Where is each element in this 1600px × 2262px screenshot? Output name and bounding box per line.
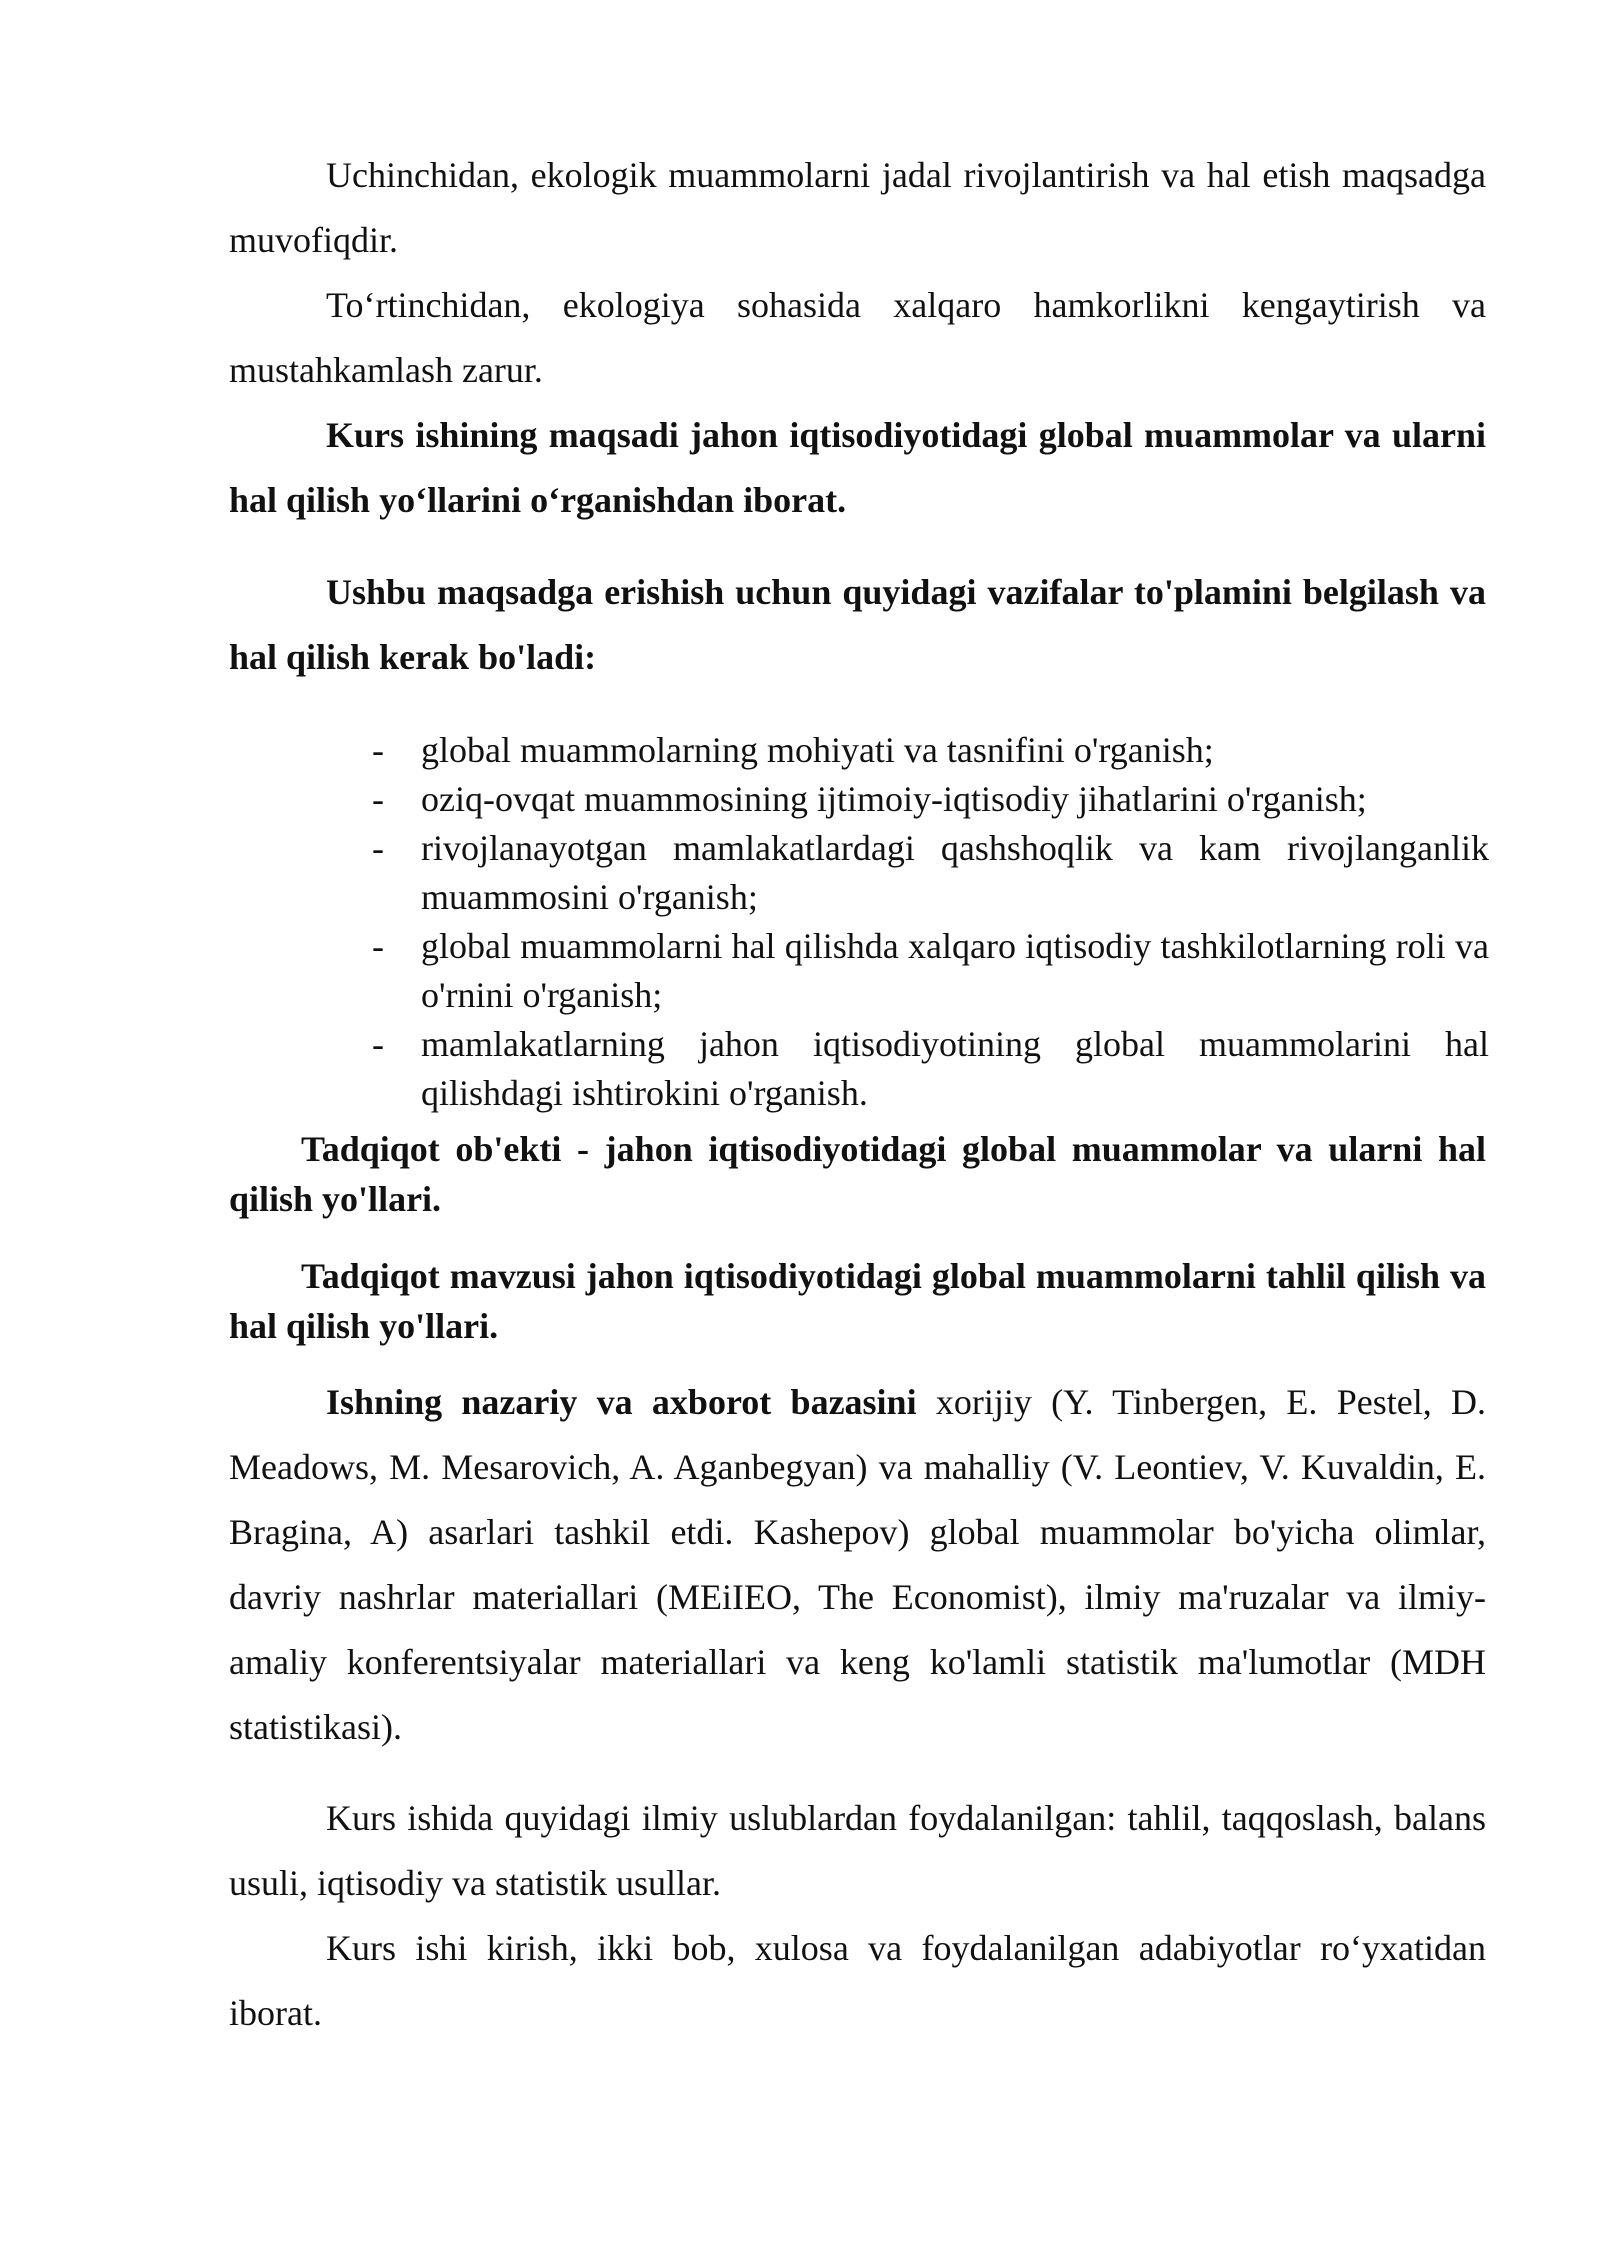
list-item bbox=[229, 775, 1489, 824]
list-item-text: rivojlanayotgan mamlakatlardagi qashshoqlik va kam rivojlanganlik muammosini o'rganish; bbox=[421, 828, 1489, 917]
paragraph-text bbox=[229, 1370, 1486, 1760]
paragraph-research-object bbox=[229, 1124, 1486, 1224]
list-item-text: global muammolarni hal qilishda xalqaro iqtisodiy tashkilotlarning roli va o'rnini o'rganish; bbox=[421, 926, 1489, 1015]
list-item-text: oziq-ovqat muammosining ijtimoiy-iqtisodiy jihatlarini o'rganish; bbox=[421, 779, 1367, 819]
paragraph-text: Kurs ishi kirish, ikki bob, xulosa va foydalanilgan adabiyotlar ro‘yxatidan iborat. bbox=[229, 1928, 1486, 2033]
dash-bullet: - bbox=[372, 779, 384, 819]
paragraph-text: Tadqiqot mavzusi jahon iqtisodiyotidagi global muammolarni tahlil qilish va hal qilish yo'llari. bbox=[229, 1256, 1486, 1346]
paragraph-text: Uchinchidan, ekologik muammolarni jadal rivojlantirish va hal etish maqsadga muvofiqdir. bbox=[229, 155, 1486, 260]
paragraph-body: xorijiy (Y. Tinbergen, E. Pestel, D. Meadows, M. Mesarovich, A. Aganbegyan) va mahalliy (V. Leontiev, V. Kuvaldin, E. Bragina, A) asarlari tashkil etdi. Kashepov) global muammolar bo'yicha olimlar, davriy nashrlar materiallari (MEiIEO, The Economist), ilmiy ma'ruzalar va ilmiy-amaliy konferentsiyalar materiallari va keng ko'lamli statistik ma'lumotlar (MDH statistikasi). bbox=[229, 1382, 1486, 1747]
list-item bbox=[229, 922, 1489, 1020]
list-item-text: global muammolarning mohiyati va tasnifini o'rganish; bbox=[421, 730, 1214, 770]
list-item bbox=[229, 726, 1489, 775]
dash-bullet: - bbox=[372, 730, 384, 770]
tasks-list bbox=[229, 726, 1489, 1118]
paragraph-text: To‘rtinchidan, ekologiya sohasida xalqaro hamkorlikni kengaytirish va mustahkamlash zarur. bbox=[229, 285, 1486, 390]
paragraph-theoretical-base bbox=[229, 1370, 1486, 1760]
dash-bullet: - bbox=[372, 926, 384, 966]
list-item-text: mamlakatlarning jahon iqtisodiyotining global muammolarini hal qilishdagi ishtirokini o'rganish. bbox=[421, 1024, 1489, 1113]
paragraph-structure bbox=[229, 1916, 1486, 2046]
paragraph-methods bbox=[229, 1786, 1486, 1916]
dash-bullet: - bbox=[372, 1024, 384, 1064]
dash-bullet: - bbox=[372, 828, 384, 868]
paragraph-fourthly bbox=[229, 273, 1486, 403]
paragraph-text: Kurs ishida quyidagi ilmiy uslublardan foydalanilgan: tahlil, taqqoslash, balans usuli, iqtisodiy va statistik usullar. bbox=[229, 1798, 1486, 1903]
paragraph-thirdly bbox=[229, 143, 1486, 273]
list-item bbox=[229, 1020, 1489, 1118]
paragraph-text: Kurs ishining maqsadi jahon iqtisodiyotidagi global muammolar va ularni hal qilish yo‘llarini o‘rganishdan iborat. bbox=[229, 415, 1486, 520]
paragraph-lead-bold: Ishning nazariy va axborot bazasini bbox=[326, 1382, 917, 1422]
paragraph-course-goal bbox=[229, 403, 1486, 533]
list-item bbox=[229, 824, 1489, 922]
paragraph-text: Ushbu maqsadga erishish uchun quyidagi vazifalar to'plamini belgilash va hal qilish kerak bo'ladi: bbox=[229, 572, 1486, 677]
paragraph-tasks-intro bbox=[229, 560, 1486, 690]
paragraph-research-subject bbox=[229, 1251, 1486, 1351]
paragraph-text: Tadqiqot ob'ekti - jahon iqtisodiyotidagi global muammolar va ularni hal qilish yo'llari. bbox=[229, 1129, 1486, 1219]
